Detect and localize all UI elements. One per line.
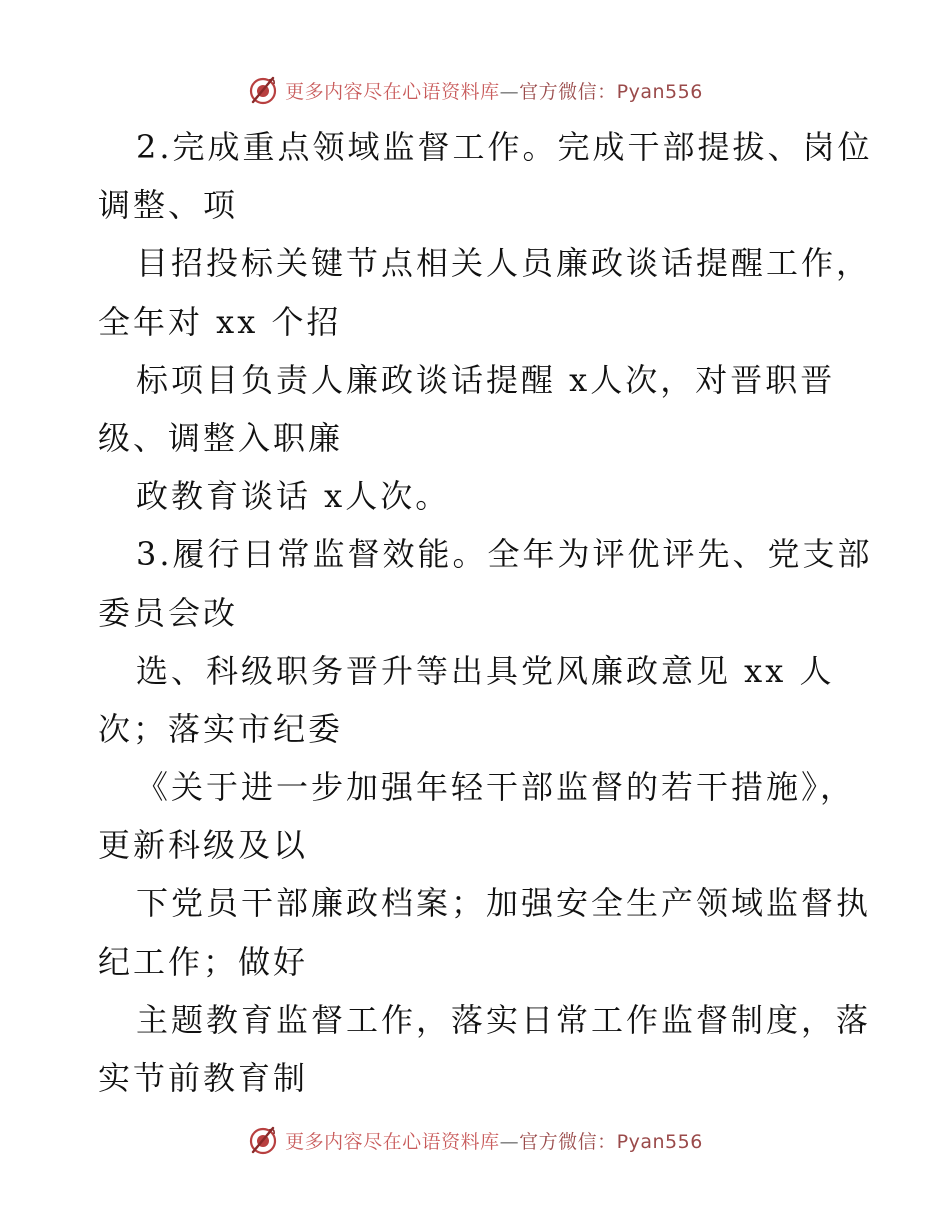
watermark-text [285,77,703,104]
text-line: 主题教育监督工作，落实日常工作监督制度，落 [136,1000,872,1039]
text-line: 下党员干部廉政档案；加强安全生产领域监督执 [136,884,872,923]
text-line: 更新科级及以 [98,826,309,865]
text-line: 《关于进一步加强年轻干部监督的若干措施》， [136,768,856,807]
text-line: 调整、项 [98,186,239,225]
text-line: 目招投标关键节点相关人员廉政谈话提醒工作， [136,244,872,283]
text-line: 级、调整入职廉 [98,418,344,457]
quill-pen-logo-icon [247,74,279,106]
text-line: 政教育谈话 x人次。 [136,477,451,516]
watermark-main: 更多内容尽在心语资料库 [285,80,500,103]
text-line: 3.履行日常监督效能。全年为评优评先、党支部 [136,535,873,574]
watermark-main: 更多内容尽在心语资料库 [285,1130,500,1153]
text-line: 2.完成重点领域监督工作。完成干部提拔、岗位 [136,128,873,166]
text-line: 委员会改 [98,593,239,632]
footer-watermark [0,1120,950,1160]
text-line: 实节前教育制 [98,1059,309,1097]
watermark-text [285,1127,703,1154]
text-line: 标项目负责人廉政谈话提醒 x人次，对晋职晋 [136,360,836,399]
quill-pen-logo-icon [247,1124,279,1156]
header-watermark [0,70,950,110]
text-line: 选、科级职务晋升等出具党风廉政意见 xx 人 [136,651,835,690]
text-line: 次；落实市纪委 [98,709,344,748]
watermark-separator: — [499,80,520,103]
document-body [98,118,873,1107]
text-line: 纪工作；做好 [98,942,309,981]
text-line: 全年对 xx 个招 [98,302,342,341]
watermark-contact: 官方微信：Pyan556 [519,1130,703,1153]
watermark-separator: — [499,1130,520,1153]
watermark-contact: 官方微信：Pyan556 [519,80,703,103]
